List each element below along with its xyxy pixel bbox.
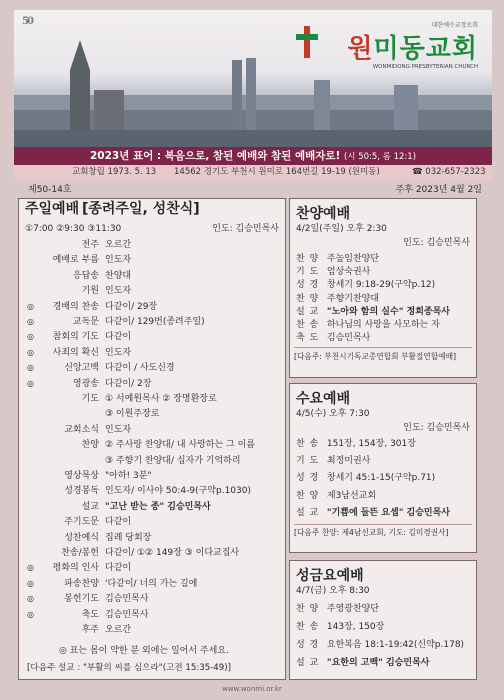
praise-row bbox=[296, 319, 440, 331]
friday-row bbox=[296, 603, 379, 615]
order-label: 봉헌기도 bbox=[64, 594, 99, 605]
order-label: 응답송 bbox=[72, 270, 99, 281]
standing-mark: ◎ bbox=[27, 378, 34, 388]
order-value: "고난 받는 종" 김승민목사 bbox=[105, 501, 211, 512]
praise-next: [다음주: 부천시기독교총연합회 부활절연합예배] bbox=[294, 352, 456, 361]
friday-when: 4/7(금) 오후 8:30 bbox=[296, 586, 370, 596]
order-value: 집례 당회장 bbox=[105, 532, 152, 543]
order-label: 찬송/봉헌 bbox=[61, 548, 99, 558]
order-label: 축도 bbox=[81, 609, 99, 620]
order-value: 인도자 bbox=[105, 255, 132, 266]
church-logo: 대한예수교장로회 원미동교회 WONMIDONG PRESBYTERIAN CHURCH bbox=[347, 22, 478, 70]
order-value: '다같이/ 너의 가는 길에 bbox=[105, 578, 198, 589]
order-label: 파송찬양 bbox=[64, 578, 99, 589]
row-value: 창세기 9:18-29(구약p.12) bbox=[326, 280, 436, 291]
wednesday-row bbox=[296, 490, 376, 502]
row-key: 찬 양 bbox=[296, 604, 320, 614]
order-label: 평화의 인사 bbox=[52, 563, 99, 574]
wednesday-worship-panel bbox=[289, 383, 477, 553]
sunday-subtitle: [종려주일, 성찬식] bbox=[81, 201, 200, 217]
row-key: 찬 송 bbox=[296, 320, 320, 330]
order-label: 설교 bbox=[81, 501, 99, 512]
row-value: 제3남선교회 bbox=[326, 490, 377, 501]
order-value: 다같이/ 129번(종려주일) bbox=[105, 317, 205, 327]
order-label: 영상묵상 bbox=[64, 471, 99, 481]
issue-date: 주후 2023년 4월 2일 bbox=[395, 185, 482, 195]
order-label: 후주 bbox=[81, 625, 99, 635]
praise-row bbox=[296, 253, 379, 265]
order-value: ③ 이원주장로 bbox=[105, 409, 160, 420]
wednesday-row bbox=[296, 472, 435, 484]
order-value: 다같이/ 29장 bbox=[105, 301, 158, 312]
row-value: 하나님의 사랑을 사모하는 자 bbox=[326, 320, 440, 330]
row-key: 설 교 bbox=[296, 306, 320, 317]
row-value: 엄상숙권사 bbox=[326, 267, 371, 278]
order-value: 오르간 bbox=[105, 625, 132, 635]
anniversary-logo: 50 bbox=[22, 16, 32, 27]
row-value: "기쁨에 들뜬 요셉" 김승민목사 bbox=[326, 507, 450, 518]
standing-mark: ◎ bbox=[27, 609, 34, 619]
order-label: 기도 bbox=[81, 394, 99, 404]
order-label: 찬양 bbox=[81, 440, 99, 451]
order-label: 성찬예식 bbox=[64, 532, 99, 543]
order-value: 다같이/ ①② 149장 ③ 이다교집사 bbox=[105, 548, 240, 558]
order-value: 다같이/ 2장 bbox=[105, 378, 152, 389]
order-value: ① 서예원목사 ② 장명환장로 bbox=[105, 394, 217, 404]
row-value: 143장, 150장 bbox=[326, 622, 385, 632]
wednesday-when: 4/5(수) 오후 7:30 bbox=[296, 409, 370, 419]
church-phone: ☎ 032-657-2323 bbox=[412, 167, 486, 177]
standing-mark: ◎ bbox=[27, 317, 34, 326]
church-address: 14562 경기도 부천시 원미로 164번길 19-19 (원미동) bbox=[174, 167, 380, 177]
row-value: 151장, 154장, 301장 bbox=[326, 439, 416, 449]
next-sermon: [다음주 설교 : "부활의 씨를 심으라"(고전 15:35-49)] bbox=[27, 663, 231, 673]
order-label: 신앙고백 bbox=[64, 363, 99, 374]
order-value: 김승민목사 bbox=[105, 594, 149, 605]
row-key: 성 경 bbox=[296, 280, 320, 291]
order-label: 사죄의 확신 bbox=[52, 347, 99, 358]
order-value: 인도자 bbox=[105, 424, 132, 435]
order-value: 김승민목사 bbox=[105, 609, 149, 620]
row-key: 기 도 bbox=[296, 456, 320, 467]
wednesday-leader: 인도: 김승민목사 bbox=[403, 423, 470, 433]
church-info-bar bbox=[14, 165, 492, 180]
standing-mark: ◎ bbox=[27, 332, 34, 342]
order-value: ② 주사랑 찬양대/ 내 사랑하는 그 이름 bbox=[105, 440, 255, 451]
praise-row bbox=[296, 306, 450, 318]
wednesday-row bbox=[296, 438, 416, 450]
row-key: 찬 송 bbox=[296, 622, 320, 632]
friday-row bbox=[296, 621, 384, 633]
order-label: 기원 bbox=[81, 286, 99, 297]
row-value: 주높임찬양단 bbox=[326, 254, 380, 264]
standing-mark: ◎ bbox=[27, 563, 34, 573]
order-value: 다같이 bbox=[105, 563, 132, 574]
sunday-title: 주일예배 bbox=[25, 201, 80, 217]
header-photo bbox=[14, 10, 492, 150]
order-label: 전주 bbox=[81, 240, 99, 250]
wednesday-row bbox=[296, 455, 370, 467]
praise-row bbox=[296, 332, 370, 344]
service-times: ①7:00 ②9:30 ③11:30 bbox=[25, 224, 122, 234]
order-value: 인도자 bbox=[105, 286, 132, 297]
order-label: 경배의 찬송 bbox=[52, 301, 99, 312]
praise-when: 4/2일(주일) 오후 2:30 bbox=[296, 224, 387, 234]
standing-mark: ◎ bbox=[27, 363, 34, 373]
praise-row bbox=[296, 293, 379, 305]
sunday-worship-panel bbox=[18, 198, 286, 680]
sunday-leader: 인도: 김승민목사 bbox=[212, 224, 279, 234]
wednesday-next: [다음주 찬양: 제4남선교회, 기도: 김미경권사] bbox=[294, 528, 449, 537]
row-key: 기 도 bbox=[296, 267, 320, 278]
order-label: 영광송 bbox=[72, 378, 99, 389]
row-key: 설 교 bbox=[296, 658, 320, 668]
order-value: 다같이 / 사도신경 bbox=[105, 363, 175, 374]
issue-meta bbox=[14, 182, 492, 196]
row-key: 성 경 bbox=[296, 640, 320, 650]
row-key: 성 경 bbox=[296, 473, 320, 484]
order-value: 찬양대 bbox=[105, 270, 132, 281]
friday-row bbox=[296, 657, 429, 669]
row-value: 주향기찬양대 bbox=[326, 293, 380, 304]
standing-mark: ◎ bbox=[27, 347, 34, 357]
row-value: "노아와 함의 실수" 정희종목사 bbox=[326, 306, 450, 317]
row-value: 주영광찬양단 bbox=[326, 604, 380, 614]
founding-date: 교회창립 1973. 5. 13 bbox=[72, 167, 157, 177]
order-label: 주기도문 bbox=[64, 517, 99, 528]
good-friday-panel bbox=[289, 560, 477, 680]
standing-mark: ◎ bbox=[27, 578, 34, 588]
order-label: 참회의 기도 bbox=[52, 332, 99, 343]
website-footer[interactable]: www.wonmi.or.kr bbox=[222, 685, 282, 693]
order-value: "아하! 3분" bbox=[105, 471, 152, 481]
wednesday-title: 수요예배 bbox=[296, 391, 351, 407]
row-value: 요한복음 18:1-19:42(신약p.178) bbox=[326, 640, 465, 650]
yearly-motto-banner: 2023년 표어 : 복음으로, 참된 예배와 참된 예배자로! (시 50:5, 롬 12:1) bbox=[14, 147, 492, 165]
row-value: 김승민목사 bbox=[326, 333, 371, 344]
order-label: 교독문 bbox=[72, 317, 99, 327]
standing-mark: ◎ bbox=[27, 301, 34, 311]
wednesday-row bbox=[296, 507, 450, 519]
order-label: 성경봉독 bbox=[64, 486, 99, 497]
row-key: 찬 송 bbox=[296, 439, 320, 449]
praise-leader: 인도: 김승민목사 bbox=[403, 238, 470, 248]
order-value: ③ 주향기 찬양대/ 십자가 기억하리 bbox=[105, 455, 241, 466]
order-label: 예배로 부름 bbox=[52, 255, 99, 266]
praise-row bbox=[296, 279, 435, 291]
praise-title: 찬양예배 bbox=[296, 206, 351, 222]
row-value: 창세기 45:1-15(구약p.71) bbox=[326, 473, 436, 484]
row-key: 설 교 bbox=[296, 507, 320, 518]
row-value: "요한의 고백" 김승민목사 bbox=[326, 658, 430, 668]
issue-number: 제50-14호 bbox=[28, 185, 72, 195]
order-value: 다같이 bbox=[105, 517, 132, 528]
row-key: 찬 양 bbox=[296, 254, 320, 264]
praise-worship-panel bbox=[289, 198, 477, 378]
praise-row bbox=[296, 266, 370, 278]
order-value: 인도자/ 이사야 50:4-9(구약p.1030) bbox=[105, 486, 251, 497]
order-value: 다같이 bbox=[105, 332, 132, 343]
standing-footnote: ◎ 표는 몸이 약한 분 외에는 일어서 주세요. bbox=[59, 646, 229, 656]
standing-mark: ◎ bbox=[27, 594, 34, 604]
order-value: 오르간 bbox=[105, 240, 132, 250]
row-key: 찬 양 bbox=[296, 293, 320, 304]
row-value: 최정미권사 bbox=[326, 456, 371, 467]
row-key: 축 도 bbox=[296, 333, 320, 344]
friday-title: 성금요예배 bbox=[296, 568, 364, 584]
friday-row bbox=[296, 639, 464, 651]
row-key: 찬 양 bbox=[296, 490, 320, 501]
order-label: 교회소식 bbox=[64, 424, 99, 435]
order-value: 인도자 bbox=[105, 347, 132, 358]
